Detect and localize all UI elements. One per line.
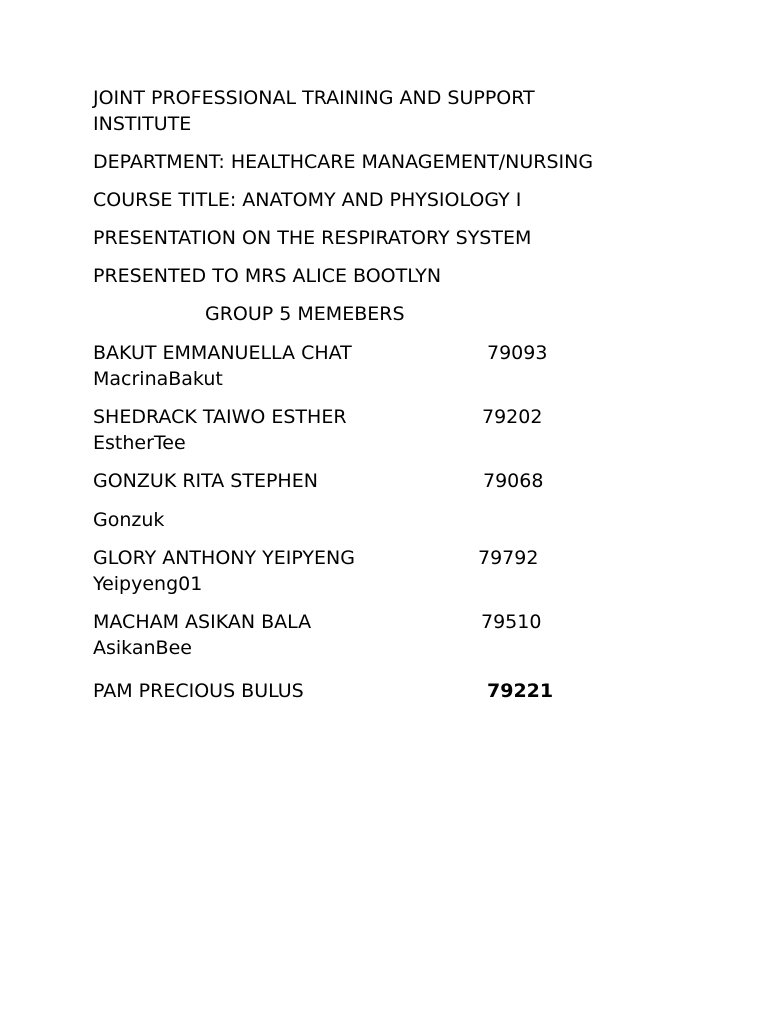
member-id: 79792: [478, 547, 539, 569]
department-line: DEPARTMENT: HEALTHCARE MANAGEMENT/NURSING: [93, 151, 594, 173]
presented-to-line: PRESENTED TO MRS ALICE BOOTLYN: [93, 265, 442, 287]
institute-name-line2: INSTITUTE: [93, 113, 192, 135]
course-title-line: COURSE TITLE: ANATOMY AND PHYSIOLOGY I: [93, 189, 522, 211]
member-handle: MacrinaBakut: [93, 368, 223, 390]
member-name: MACHAM ASIKAN BALA: [93, 611, 312, 633]
member-handle: Gonzuk: [93, 509, 165, 531]
member-handle: Yeipyeng01: [93, 573, 203, 595]
presentation-line: PRESENTATION ON THE RESPIRATORY SYSTEM: [93, 227, 532, 249]
member-name: BAKUT EMMANUELLA CHAT: [93, 342, 352, 364]
member-name: GLORY ANTHONY YEIPYENG: [93, 547, 355, 569]
group-heading: GROUP 5 MEMEBERS: [205, 303, 405, 325]
member-id: 79510: [481, 611, 542, 633]
member-name: PAM PRECIOUS BULUS: [93, 680, 304, 702]
institute-name-line1: JOINT PROFESSIONAL TRAINING AND SUPPORT: [93, 87, 535, 109]
member-id: 79202: [482, 406, 543, 428]
member-id: 79093: [487, 342, 548, 364]
member-name: GONZUK RITA STEPHEN: [93, 470, 318, 492]
member-id: 79068: [483, 470, 544, 492]
member-id: 79221: [487, 680, 554, 702]
member-name: SHEDRACK TAIWO ESTHER: [93, 406, 347, 428]
member-handle: AsikanBee: [93, 637, 192, 659]
member-handle: EstherTee: [93, 432, 186, 454]
